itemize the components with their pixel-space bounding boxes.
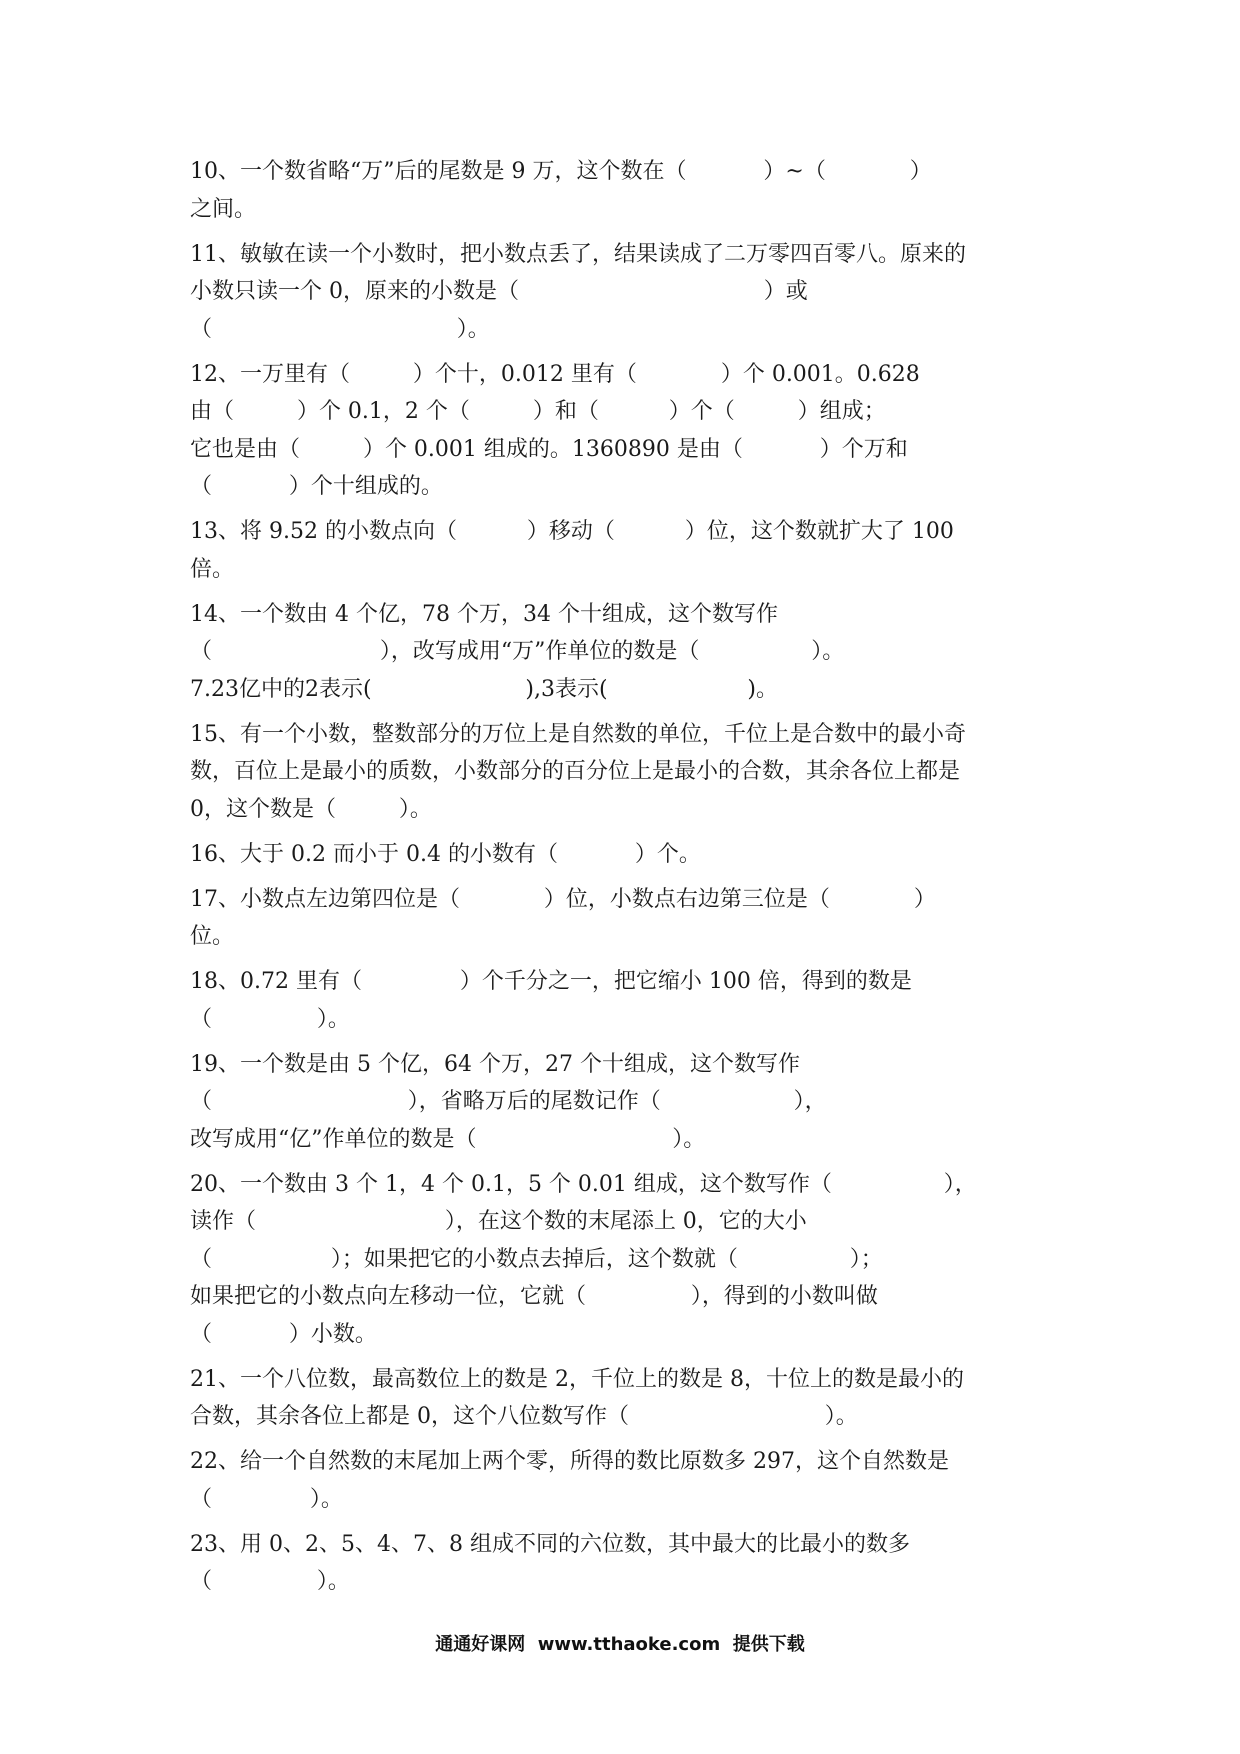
question-14-line-3: 7.23亿中的2表示( ),3表示( )。: [190, 677, 779, 702]
question-12-line-1: 12、一万里有（ ）个十，0.012 里有（ ）个 0.001。0.628: [190, 362, 920, 387]
question-17-line-1: 17、小数点左边第四位是（ ）位，小数点右边第三位是（ ）: [190, 887, 936, 912]
question-20-line-3: （ ）；如果把它的小数点去掉后，这个数就（ ）；: [190, 1247, 883, 1272]
question-11-line-1: 11、敏敏在读一个小数时，把小数点丢了，结果读成了二万零四百零八。原来的: [190, 242, 966, 267]
question-15-line-2: 数，百位上是最小的质数，小数部分的百分位上是最小的合数，其余各位上都是: [190, 759, 961, 784]
question-23-line-2: （ ）。: [190, 1569, 350, 1594]
question-10-line-2: 之间。: [190, 197, 257, 222]
question-12-line-2: 由（ ）个 0.1，2 个（ ）和（ ）个（ ）组成；: [190, 399, 886, 424]
question-14-line-2: （ ），改写成用“万”作单位的数是（ ）。: [190, 639, 845, 664]
question-19-line-1: 19、一个数是由 5 个亿，64 个万，27 个十组成，这个数写作: [190, 1052, 800, 1077]
question-19-line-2: （ ），省略万后的尾数记作（ ），: [190, 1089, 827, 1114]
question-22-line-2: （ ）。: [190, 1487, 343, 1512]
question-20-line-2: 读作（ ），在这个数的末尾添上 0，它的大小: [190, 1209, 807, 1234]
question-20-line-1: 20、一个数由 3 个 1，4 个 0.1，5 个 0.01 组成，这个数写作（ ），: [190, 1172, 977, 1197]
question-13-line-1: 13、将 9.52 的小数点向（ ）移动（ ）位，这个数就扩大了 100: [190, 519, 954, 544]
question-19-line-3: 改写成用“亿”作单位的数是（ ）。: [190, 1127, 706, 1152]
question-15-line-1: 15、有一个小数，整数部分的万位上是自然数的单位，千位上是合数中的最小奇: [190, 722, 966, 747]
question-15-line-3: 0，这个数是（ ）。: [190, 797, 432, 822]
footer-watermark: 通通好课网 www.tthaoke.com 提供下载: [435, 1634, 805, 1655]
question-12-line-3: 它也是由（ ）个 0.001 组成的。1360890 是由（ ）个万和: [190, 437, 908, 462]
question-17-line-2: 位。: [190, 924, 235, 949]
question-22-line-1: 22、给一个自然数的末尾加上两个零，所得的数比原数多 297，这个自然数是: [190, 1449, 949, 1474]
question-11-line-2: 小数只读一个 0，原来的小数是（ ）或: [190, 279, 808, 304]
question-10-line-1: 10、一个数省略“万”后的尾数是 9 万，这个数在（ ）~（ ）: [190, 159, 932, 184]
question-13-line-2: 倍。: [190, 557, 235, 582]
question-18-line-1: 18、0.72 里有（ ）个千分之一，把它缩小 100 倍，得到的数是: [190, 969, 912, 994]
question-18-line-2: （ ）。: [190, 1007, 350, 1032]
question-20-line-4: 如果把它的小数点向左移动一位，它就（ ），得到的小数叫做: [190, 1284, 878, 1309]
question-14-line-1: 14、一个数由 4 个亿，78 个万，34 个十组成，这个数写作: [190, 602, 778, 627]
question-12-line-4: （ ）个十组成的。: [190, 474, 443, 499]
question-23-line-1: 23、用 0、2、5、4、7、8 组成不同的六位数，其中最大的比最小的数多: [190, 1532, 910, 1557]
question-16-line-1: 16、大于 0.2 而小于 0.4 的小数有（ ）个。: [190, 842, 701, 867]
question-21-line-2: 合数，其余各位上都是 0，这个八位数写作（ ）。: [190, 1404, 858, 1429]
question-11-line-3: （ ）。: [190, 317, 490, 342]
question-21-line-1: 21、一个八位数，最高数位上的数是 2，千位上的数是 8，十位上的数是最小的: [190, 1367, 964, 1392]
question-20-line-5: （ ）小数。: [190, 1322, 377, 1347]
